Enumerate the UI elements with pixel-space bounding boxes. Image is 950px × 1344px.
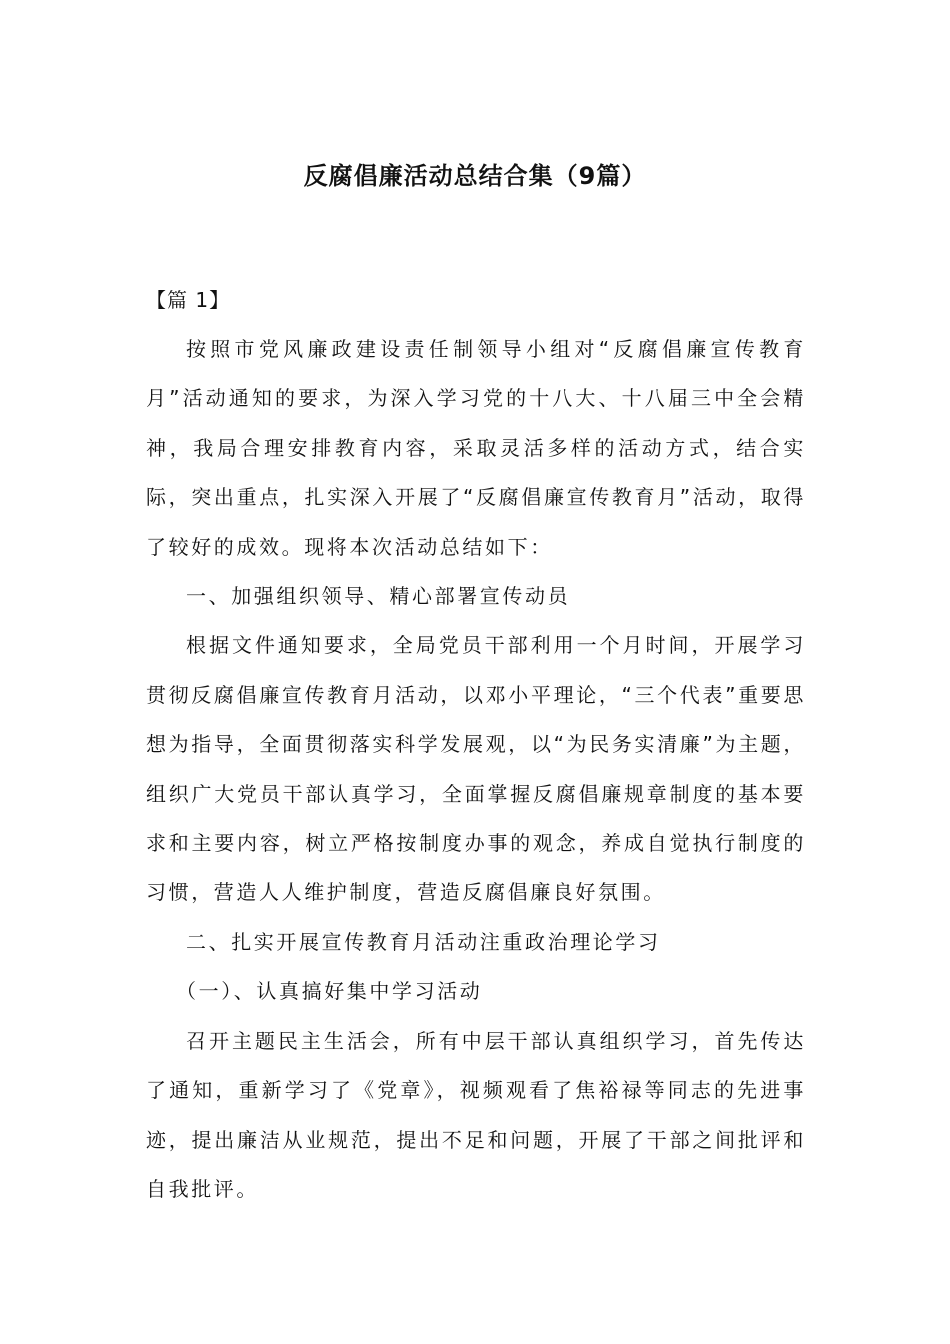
paragraph-1: 根据文件通知要求，全局党员干部利用一个月时间，开展学习贯彻反腐倡廉宣传教育月活动，以邓小平理论，“三个代表”重要思想为指导，全面贯彻落实科学发展观，以“为民务实清廉”为主题，组织广大党员干部认真学习，全面掌握反腐倡廉规章制度的基本要求和主要内容，树立严格按制度办事的观念，养成自觉执行制度的习惯，营造人人维护制度，营造反腐倡廉良好氛围。 xyxy=(146,633,806,905)
document-title: 反腐倡廉活动总结合集（9篇） xyxy=(303,162,647,190)
heading-1: 一、加强组织领导、精心部署宣传动员 xyxy=(186,584,571,609)
section-tag: 【篇 1】 xyxy=(146,288,231,312)
paragraph-intro: 按照市党风廉政建设责任制领导小组对“反腐倡廉宣传教育月”活动通知的要求，为深入学习党的十八大、十八届三中全会精神，我局合理安排教育内容，采取灵活多样的活动方式，结合实际，突出重点，扎实深入开展了“反腐倡廉宣传教育月”活动，取得了较好的成效。现将本次活动总结如下： xyxy=(146,337,806,559)
heading-2: 二、扎实开展宣传教育月活动注重政治理论学习 xyxy=(186,929,661,954)
paragraph-2: 召开主题民主生活会，所有中层干部认真组织学习，首先传达了通知，重新学习了《党章》，视频观看了焦裕禄等同志的先进事迹，提出廉洁从业规范，提出不足和问题，开展了干部之间批评和自我批评。 xyxy=(146,1028,806,1201)
document-body xyxy=(146,325,806,1214)
subheading-2-1: （一）、认真搞好集中学习活动 xyxy=(176,979,483,1004)
